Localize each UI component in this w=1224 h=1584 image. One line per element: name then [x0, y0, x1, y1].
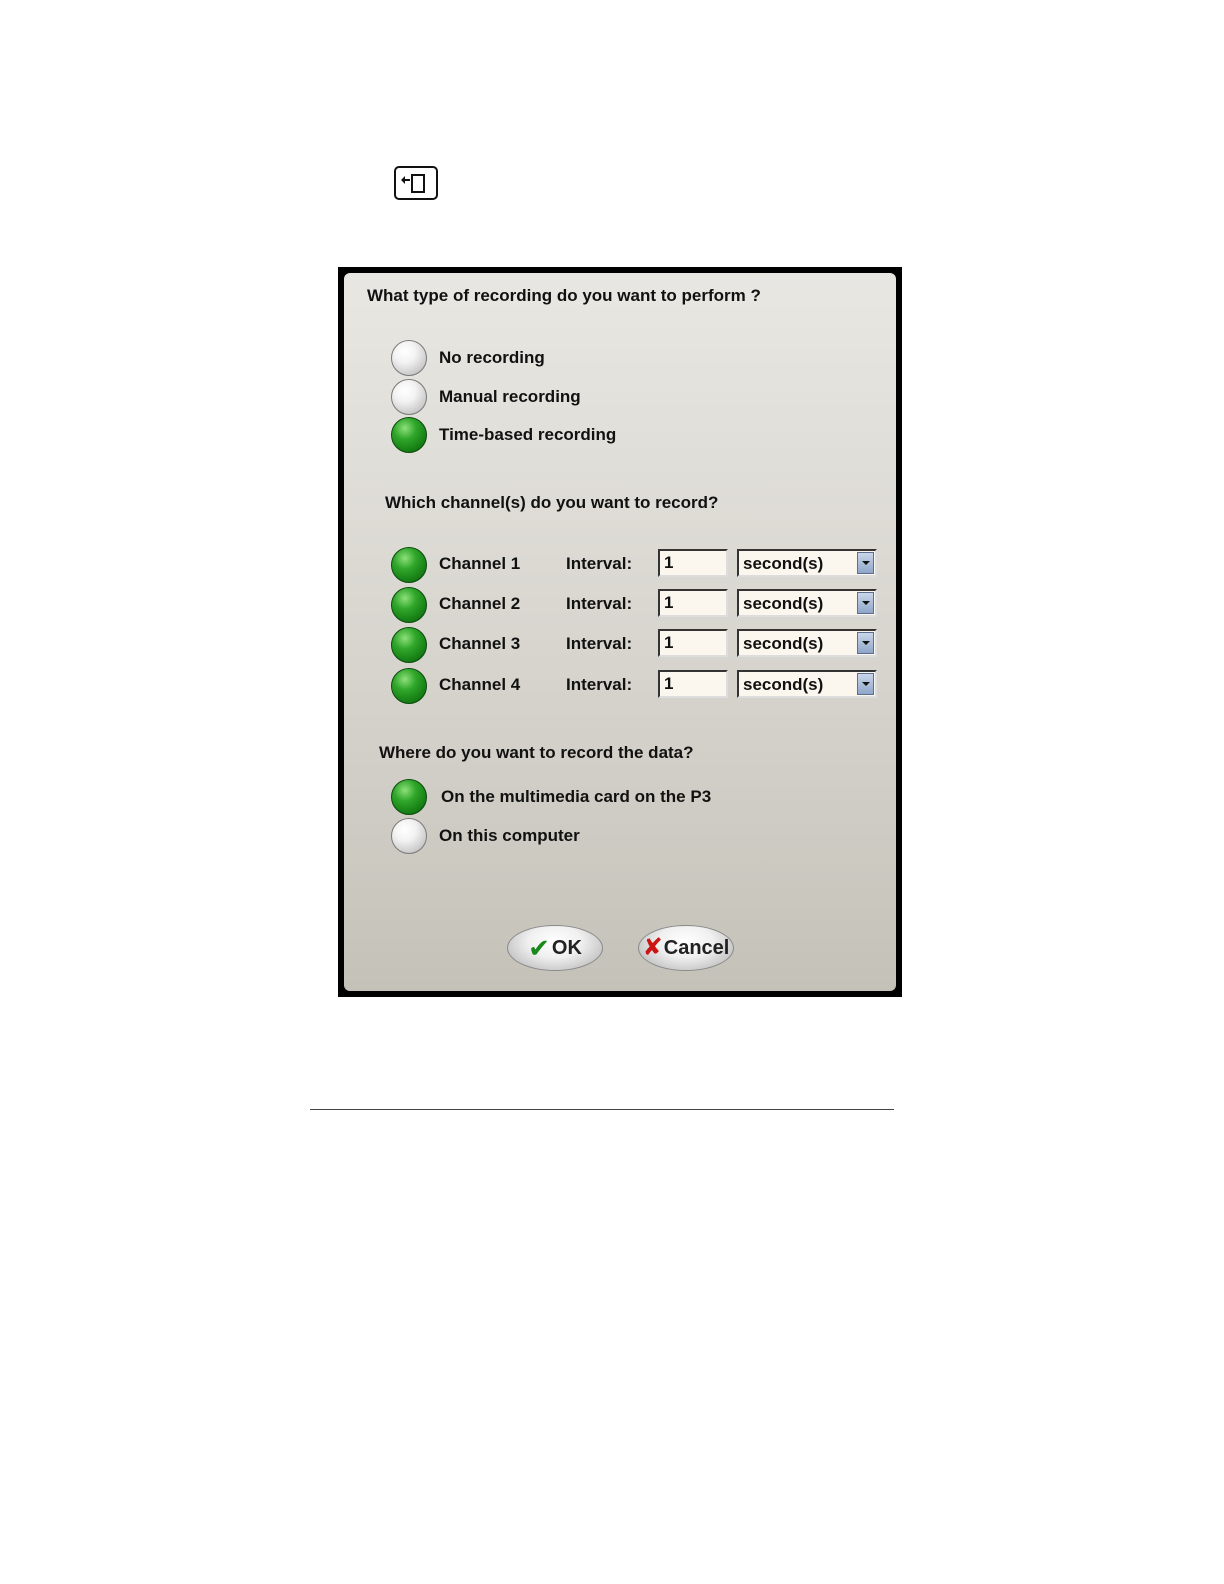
radio-label: On the multimedia card on the P3: [441, 787, 712, 806]
unit-value: second(s): [743, 675, 824, 694]
radio-indicator[interactable]: [391, 379, 427, 415]
channel-1-toggle[interactable]: [391, 547, 427, 583]
channel-row-3: [391, 627, 881, 663]
destination-question: Where do you want to record the data?: [379, 743, 694, 762]
radio-label: No recording: [439, 348, 545, 367]
radio-time-based-recording[interactable]: [391, 417, 616, 453]
radio-indicator[interactable]: [391, 417, 427, 453]
radio-indicator[interactable]: [391, 779, 427, 815]
interval-label: Interval:: [566, 554, 633, 573]
ok-button[interactable]: [507, 925, 603, 971]
radio-manual-recording[interactable]: [391, 379, 581, 415]
channel-label: Channel 1: [439, 554, 521, 573]
cancel-label: Cancel: [663, 936, 730, 959]
radio-multimedia-card[interactable]: [391, 779, 711, 815]
chevron-down-icon[interactable]: [857, 632, 874, 654]
radio-no-recording[interactable]: [391, 340, 545, 376]
radio-label: On this computer: [439, 826, 580, 845]
channel-4-interval-input[interactable]: 1: [658, 670, 728, 698]
unit-value: second(s): [743, 554, 824, 573]
x-mark-icon: ✘: [642, 934, 663, 961]
channel-4-toggle[interactable]: [391, 668, 427, 704]
channel-row-2: [391, 587, 881, 623]
recording-dialog: [344, 273, 896, 991]
cancel-button[interactable]: [638, 925, 734, 971]
recording-type-question: What type of recording do you want to perform ?: [367, 286, 761, 305]
channel-1-interval-input[interactable]: 1: [658, 549, 728, 577]
sign-in-page-icon: [394, 166, 438, 200]
ok-label: OK: [551, 936, 582, 959]
channel-label: Channel 3: [439, 634, 521, 653]
chevron-down-icon[interactable]: [857, 673, 874, 695]
interval-label: Interval:: [566, 634, 633, 653]
chevron-down-icon[interactable]: [857, 592, 874, 614]
radio-indicator[interactable]: [391, 818, 427, 854]
radio-label: Time-based recording: [439, 425, 617, 444]
recording-dialog-frame: [338, 267, 902, 997]
channel-row-1: [391, 547, 881, 583]
radio-label: Manual recording: [439, 387, 581, 406]
arrow-shape: [402, 179, 410, 181]
radio-this-computer[interactable]: [391, 818, 580, 854]
channel-row-4: [391, 668, 881, 704]
channel-2-toggle[interactable]: [391, 587, 427, 623]
channel-2-unit-select[interactable]: [737, 589, 877, 617]
unit-value: second(s): [743, 594, 824, 613]
channel-4-unit-select[interactable]: [737, 670, 877, 698]
interval-label: Interval:: [566, 675, 633, 694]
radio-indicator[interactable]: [391, 340, 427, 376]
channel-2-interval-input[interactable]: 1: [658, 589, 728, 617]
channel-3-unit-select[interactable]: [737, 629, 877, 657]
channel-3-toggle[interactable]: [391, 627, 427, 663]
channel-label: Channel 2: [439, 594, 521, 613]
checkmark-icon: ✔: [528, 933, 550, 963]
horizontal-divider: [310, 1109, 894, 1110]
chevron-down-icon[interactable]: [857, 552, 874, 574]
channel-3-interval-input[interactable]: 1: [658, 629, 728, 657]
unit-value: second(s): [743, 634, 824, 653]
channel-1-unit-select[interactable]: [737, 549, 877, 577]
channel-label: Channel 4: [439, 675, 521, 694]
page-shape: [411, 174, 425, 193]
channels-question: Which channel(s) do you want to record?: [385, 493, 719, 512]
interval-label: Interval:: [566, 594, 633, 613]
